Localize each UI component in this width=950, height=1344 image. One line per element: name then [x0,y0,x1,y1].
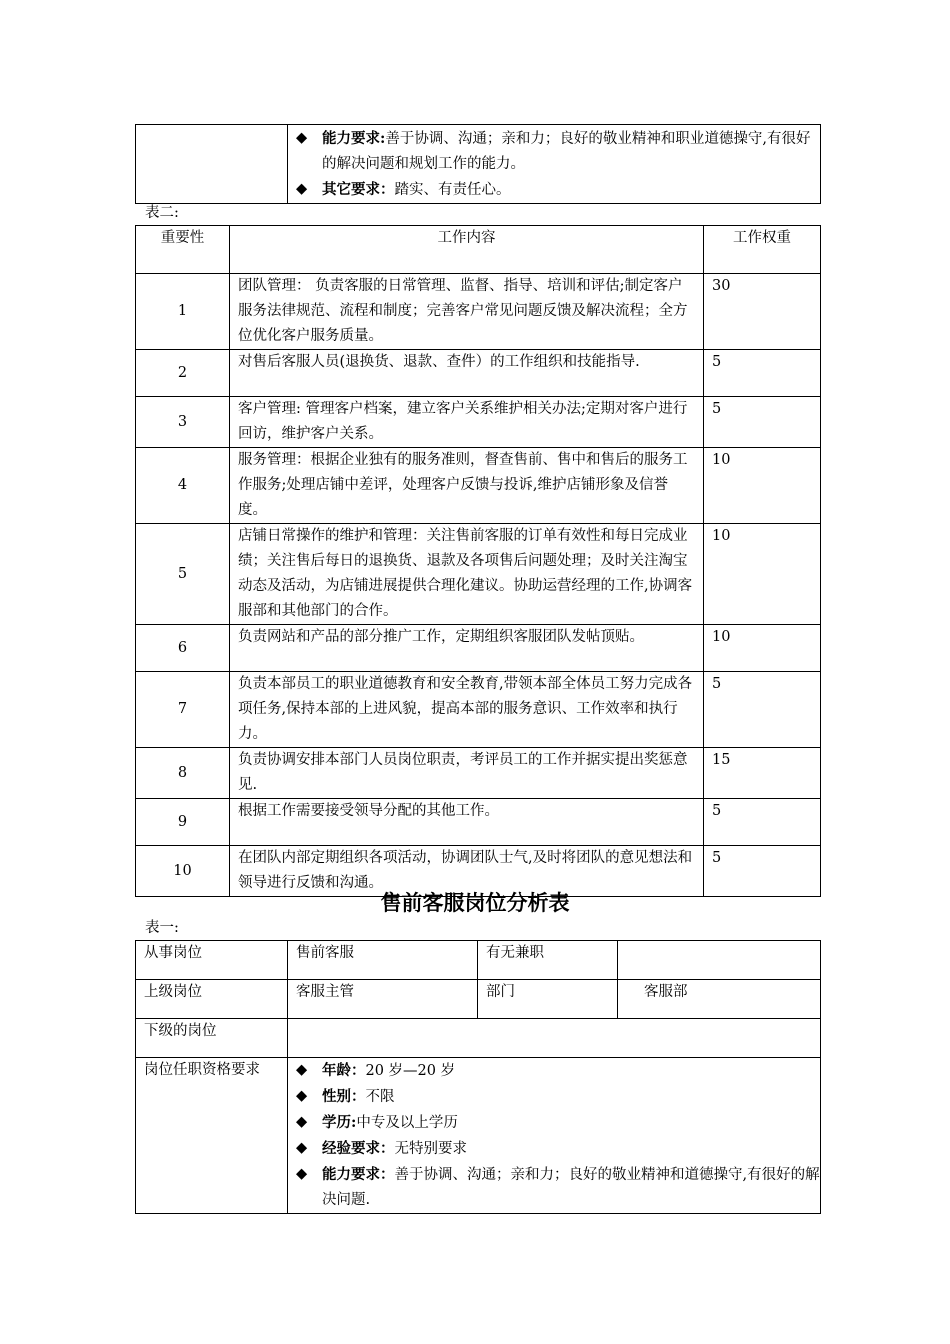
importance-cell: 7 [136,672,230,748]
weight-cell: 10 [704,448,821,524]
importance-cell: 8 [136,748,230,799]
content-cell: 服务管理：根据企业独有的服务准则，督查售前、售中和售后的服务工作服务;处理店铺中差评，处理客户反馈与投诉,维护店铺形象及信誉度。 [230,448,704,524]
empty-cell [136,125,288,204]
table-row [136,448,821,524]
weight-cell: 5 [704,672,821,748]
importance-cell: 6 [136,625,230,672]
importance-cell: 5 [136,524,230,625]
diamond-bullet-icon: ◆ [296,1140,308,1156]
importance-cell: 3 [136,397,230,448]
importance-cell: 1 [136,274,230,350]
table-row [136,941,821,980]
section-title: 售前客服岗位分析表 [380,891,570,915]
weight-cell: 10 [704,524,821,625]
list-item: ◆ 年龄：20 岁—20 岁 [288,1058,820,1084]
table-row [136,748,821,799]
position-table [135,940,821,1214]
importance-cell: 2 [136,350,230,397]
superior-value: 客服主管 [288,980,478,1019]
diamond-bullet-icon: ◆ [296,130,308,146]
position-value: 售前客服 [288,941,478,980]
subordinate-label: 下级的岗位 [136,1019,288,1058]
table-row [136,125,821,204]
content-cell: 客户管理: 管理客户档案，建立客户关系维护相关办法;定期对客户进行回访，维护客户关系。 [230,397,704,448]
table-row [136,799,821,846]
diamond-bullet-icon: ◆ [296,1114,308,1130]
weight-cell: 10 [704,625,821,672]
table-row [136,274,821,350]
weight-cell: 5 [704,350,821,397]
qualification-cell [288,1058,821,1214]
header-content: 工作内容 [230,226,704,274]
content-cell: 负责本部员工的职业道德教育和安全教育,带领本部全体员工努力完成各项任务,保持本部的上进风貌，提高本部的服务意识、工作效率和执行力。 [230,672,704,748]
requirements-list [288,126,820,203]
table-row [136,397,821,448]
content-cell: 负责协调安排本部门人员岗位职责，考评员工的工作并据实提出奖惩意见. [230,748,704,799]
diamond-bullet-icon: ◆ [296,1166,308,1182]
importance-cell: 4 [136,448,230,524]
diamond-bullet-icon: ◆ [296,1062,308,1078]
duties-table [135,225,821,897]
content-cell: 团队管理： 负责客服的日常管理、监督、指导、培训和评估;制定客户服务法律规范、流程和制度；完善客户常见问题反馈及解决流程；全方位优化客户服务质量。 [230,274,704,350]
list-item: ◆ 能力要求：善于协调、沟通；亲和力；良好的敬业精神和道德操守,有很好的解决问题. [288,1162,820,1213]
header-importance: 重要性 [136,226,230,274]
top-table [135,124,821,204]
content-cell: 对售后客服人员(退换货、退款、查件）的工作组织和技能指导. [230,350,704,397]
dept-value: 客服部 [618,980,821,1019]
list-item: ◆ 能力要求:善于协调、沟通；亲和力；良好的敬业精神和职业道德操守,有很好的解决问题和规划工作的能力。 [288,126,820,177]
dept-label: 部门 [478,980,618,1019]
concurrent-label: 有无兼职 [478,941,618,980]
table-row [136,350,821,397]
table-header-row [136,226,821,274]
position-label: 从事岗位 [136,941,288,980]
content-cell: 店铺日常操作的维护和管理：关注售前客服的订单有效性和每日完成业绩；关注售后每日的退换货、退款及各项售后问题处理；及时关注淘宝动态及活动，为店铺进展提供合理化建议。协助运营经理的工作,协调客服部和其他部门的合作。 [230,524,704,625]
table-row [136,625,821,672]
content-cell: 负责网站和产品的部分推广工作，定期组织客服团队发帖顶贴。 [230,625,704,672]
table2-caption: 表二: [145,205,179,221]
importance-cell: 9 [136,799,230,846]
subordinate-value [288,1019,821,1058]
table-row [136,1058,821,1214]
content-cell: 根据工作需要接受领导分配的其他工作。 [230,799,704,846]
requirements-cell [288,125,821,204]
qualification-list [288,1058,820,1213]
weight-cell: 15 [704,748,821,799]
list-item: ◆ 其它要求：踏实、有责任心。 [288,177,820,203]
importance-cell: 10 [136,846,230,897]
header-weight: 工作权重 [704,226,821,274]
table-row [136,672,821,748]
list-item: ◆ 经验要求：无特别要求 [288,1136,820,1162]
concurrent-value [618,941,821,980]
table-row [136,1019,821,1058]
list-item: ◆ 性别：不限 [288,1084,820,1110]
content-cell: 在团队内部定期组织各项活动，协调团队士气,及时将团队的意见想法和领导进行反馈和沟通。 [230,846,704,897]
weight-cell: 5 [704,846,821,897]
table-row [136,980,821,1019]
diamond-bullet-icon: ◆ [296,1088,308,1104]
list-item: ◆ 学历:中专及以上学历 [288,1110,820,1136]
weight-cell: 5 [704,799,821,846]
diamond-bullet-icon: ◆ [296,181,308,197]
table1-caption: 表一: [145,920,179,936]
qualification-label: 岗位任职资格要求 [136,1058,288,1214]
superior-label: 上级岗位 [136,980,288,1019]
weight-cell: 30 [704,274,821,350]
weight-cell: 5 [704,397,821,448]
table-row [136,524,821,625]
